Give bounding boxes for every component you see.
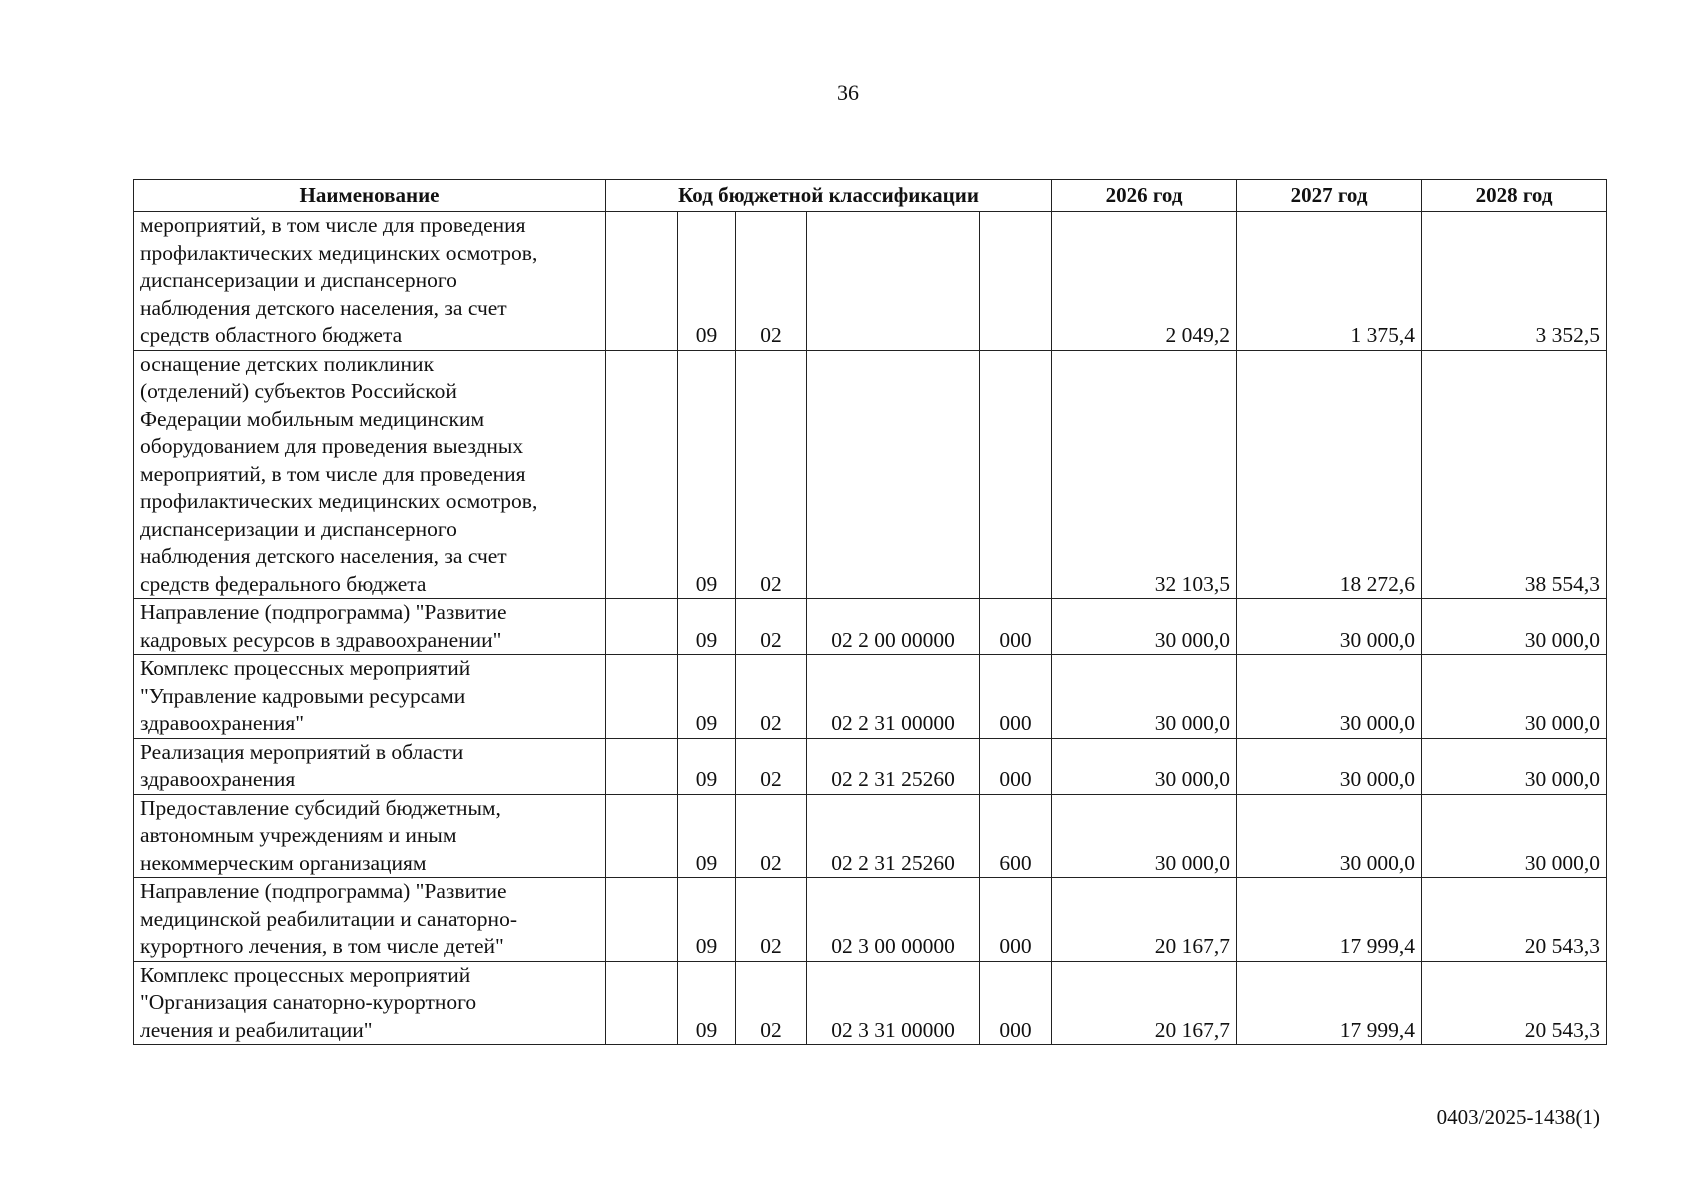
code-target-article [807,212,980,351]
code-expense-type: 000 [980,599,1052,655]
row-name [134,655,606,739]
code-blank [606,599,678,655]
code-section: 09 [678,212,736,351]
amount-2026: 30 000,0 [1052,738,1237,794]
code-blank [606,212,678,351]
code-blank [606,655,678,739]
document-number: 0403/2025-1438(1) [1436,1105,1600,1129]
code-section: 09 [678,350,736,599]
amount-2028: 20 543,3 [1422,961,1607,1045]
table-row [134,961,1607,1045]
code-section: 09 [678,878,736,962]
code-target-article [807,350,980,599]
table-row [134,738,1607,794]
code-blank [606,738,678,794]
amount-2027: 30 000,0 [1237,738,1422,794]
code-target-article: 02 2 00 00000 [807,599,980,655]
amount-2027: 1 375,4 [1237,212,1422,351]
amount-2026: 30 000,0 [1052,794,1237,878]
amount-2027: 17 999,4 [1237,878,1422,962]
row-name-text: Направление (подпрограмма) "Развитие кадровых ресурсов в здравоохранении" [140,600,507,652]
code-expense-type [980,350,1052,599]
amount-2028: 20 543,3 [1422,878,1607,962]
amount-2028: 30 000,0 [1422,738,1607,794]
table-header-row [134,180,1607,212]
table-row [134,599,1607,655]
code-target-article: 02 2 31 25260 [807,794,980,878]
row-name [134,212,606,351]
code-blank [606,878,678,962]
amount-2027: 18 272,6 [1237,350,1422,599]
amount-2026: 32 103,5 [1052,350,1237,599]
code-expense-type: 000 [980,655,1052,739]
amount-2027: 30 000,0 [1237,794,1422,878]
code-expense-type: 000 [980,961,1052,1045]
code-section: 09 [678,599,736,655]
header-2026: 2026 год [1052,180,1237,212]
code-subsection: 02 [736,350,807,599]
code-subsection: 02 [736,961,807,1045]
table-row [134,350,1607,599]
table-row [134,878,1607,962]
code-blank [606,961,678,1045]
row-name-text: Направление (подпрограмма) "Развитие медицинской реабилитации и санаторно- курортного лечения, в том числе детей" [140,879,517,958]
row-name [134,599,606,655]
row-name [134,794,606,878]
amount-2028: 3 352,5 [1422,212,1607,351]
code-section: 09 [678,738,736,794]
code-target-article: 02 2 31 00000 [807,655,980,739]
header-code: Код бюджетной классификации [606,180,1052,212]
budget-table [133,179,1607,1045]
code-target-article: 02 3 00 00000 [807,878,980,962]
amount-2026: 30 000,0 [1052,655,1237,739]
code-section: 09 [678,655,736,739]
row-name-text: оснащение детских поликлиник (отделений) субъектов Российской Федерации мобильным медицинским оборудованием для проведения выездных мероприятий, в том числе для проведения профилактических медицинских осмотров, диспансеризации и диспансерного наблюдения детского населения, за счет средств федерального бюджета [140,351,538,596]
code-section: 09 [678,961,736,1045]
amount-2028: 30 000,0 [1422,655,1607,739]
row-name [134,350,606,599]
amount-2026: 20 167,7 [1052,878,1237,962]
amount-2027: 17 999,4 [1237,961,1422,1045]
amount-2026: 20 167,7 [1052,961,1237,1045]
amount-2028: 30 000,0 [1422,599,1607,655]
row-name-text: Реализация мероприятий в области здравоохранения [140,739,464,791]
header-2028: 2028 год [1422,180,1607,212]
code-section: 09 [678,794,736,878]
amount-2026: 30 000,0 [1052,599,1237,655]
code-expense-type: 600 [980,794,1052,878]
table-row [134,655,1607,739]
row-name [134,961,606,1045]
code-subsection: 02 [736,655,807,739]
table-row [134,794,1607,878]
code-target-article: 02 3 31 00000 [807,961,980,1045]
code-subsection: 02 [736,794,807,878]
row-name-text: Предоставление субсидий бюджетным, автономным учреждениям и иным некоммерческим организациям [140,795,501,875]
row-name [134,878,606,962]
row-name-text: мероприятий, в том числе для проведения профилактических медицинских осмотров, диспансеризации и диспансерного наблюдения детского населения, за счет средств областного бюджета [140,213,538,347]
code-subsection: 02 [736,212,807,351]
header-2027: 2027 год [1237,180,1422,212]
amount-2028: 30 000,0 [1422,794,1607,878]
code-target-article: 02 2 31 25260 [807,738,980,794]
row-name-text: Комплекс процессных мероприятий "Управление кадровыми ресурсами здравоохранения" [140,656,471,735]
code-subsection: 02 [736,738,807,794]
code-blank [606,794,678,878]
amount-2028: 38 554,3 [1422,350,1607,599]
code-subsection: 02 [736,878,807,962]
code-expense-type [980,212,1052,351]
code-expense-type: 000 [980,878,1052,962]
amount-2027: 30 000,0 [1237,599,1422,655]
row-name [134,738,606,794]
amount-2026: 2 049,2 [1052,212,1237,351]
amount-2027: 30 000,0 [1237,655,1422,739]
code-subsection: 02 [736,599,807,655]
page-number: 36 [837,80,859,105]
row-name-text: Комплекс процессных мероприятий "Организация санаторно-курортного лечения и реабилитации" [140,962,477,1042]
header-name: Наименование [134,180,606,212]
code-blank [606,350,678,599]
table-row [134,212,1607,351]
code-expense-type: 000 [980,738,1052,794]
